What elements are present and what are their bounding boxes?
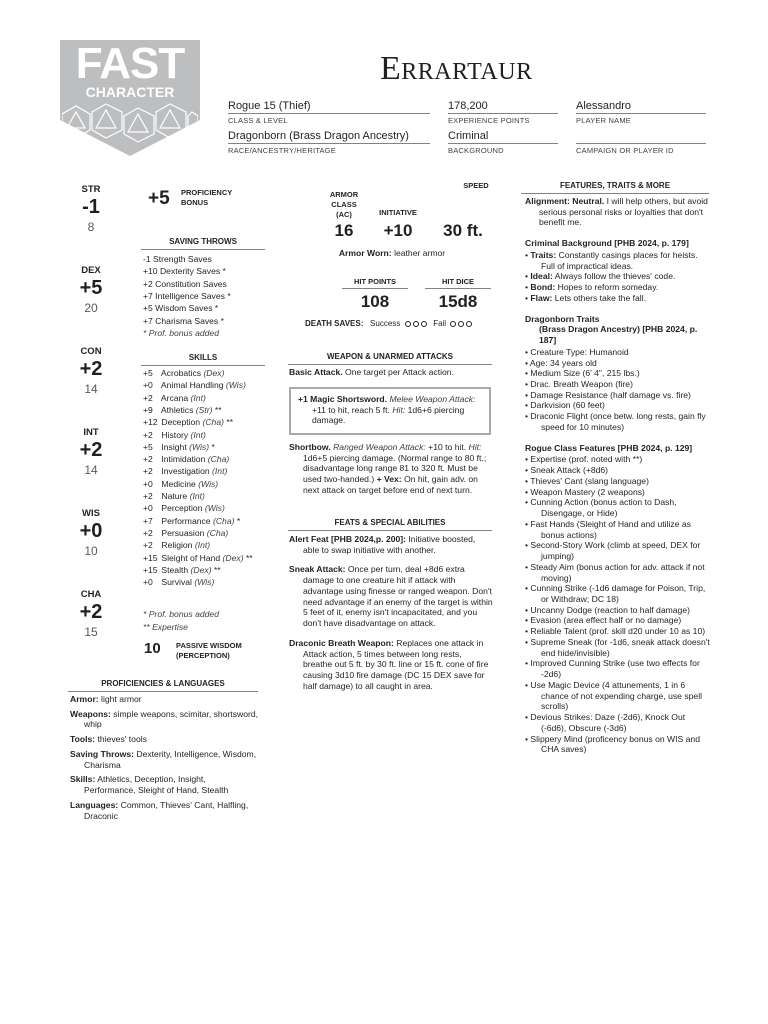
proficiency-bonus-value: +5 — [148, 188, 170, 209]
proficiency-label-line1: PROFICIENCY — [181, 188, 233, 197]
skill-name: Survival — [161, 577, 192, 588]
player-label: PLAYER NAME — [576, 116, 631, 125]
skill-mark: ** — [245, 552, 253, 563]
proficiency-item-saves: Saving Throws: Dexterity, Intelligence, Wisdom, Charisma — [70, 748, 257, 770]
proficiencies-list — [70, 694, 258, 825]
speed-value: 30 ft. — [443, 221, 483, 240]
skills-footnote-expertise: ** Expertise — [143, 622, 188, 632]
dragonborn-trait: • Darkvision (60 feet) — [525, 400, 605, 411]
skill-name: Athletics — [160, 404, 194, 415]
ability-name: CON — [80, 346, 102, 357]
class-level-label: CLASS & LEVEL — [228, 116, 288, 125]
armor-class-value: 16 — [334, 221, 354, 240]
rogue-feature: • Uncanny Dodge (reaction to half damage) — [525, 604, 690, 615]
skill-ability: (Cha) — [202, 417, 224, 428]
proficiency-item-weapons: Weapons: simple weapons, scimitar, shortsword, whip — [70, 708, 259, 730]
skill-ability: (Dex) — [190, 564, 212, 575]
death-saves-fail-label: Fail — [433, 319, 447, 328]
class-level-field — [228, 100, 430, 125]
death-saves — [305, 319, 472, 329]
criminal-background-title: Criminal Background [PHB 2024, p. 179] — [525, 238, 689, 249]
hit-points-value: 108 — [360, 292, 390, 311]
skill-ability: (Wis) — [189, 441, 210, 452]
background-field — [448, 130, 558, 155]
ability-score: 20 — [84, 300, 98, 315]
ability-modifier: -1 — [82, 195, 100, 218]
ac-label-line3: (AC) — [336, 209, 352, 219]
campaign-value — [576, 130, 706, 144]
skill-modifier: +0 — [143, 478, 153, 489]
saving-throw-line: +7 Charisma Saves * — [143, 315, 224, 326]
rogue-feature: • Cunning Strike (-1d6 damage for Poison, Trip, or Withdraw; DC 18) — [525, 583, 706, 604]
alignment: Alignment: Neutral. I will help others, but avoid serious personal risks or loyalties that don't benefit me. — [525, 196, 708, 228]
ability-con — [62, 346, 120, 397]
dragonborn-trait: • Age: 34 years old — [525, 357, 597, 368]
rogue-feature: • Second-Story Work (climb at speed, DEX for jumping) — [525, 540, 701, 562]
skill-ability: (Wis) — [225, 380, 246, 391]
ability-name: DEX — [81, 265, 101, 276]
skill-row — [143, 454, 229, 465]
skill-row — [143, 466, 227, 477]
skill-name: Performance — [161, 515, 211, 526]
feats-list — [289, 534, 493, 696]
rogue-feature: • Slippery Mind (proficency bonus on WIS and CHA saves) — [525, 733, 700, 755]
skill-row — [143, 380, 246, 391]
skill-mark: * — [211, 441, 215, 452]
death-saves-label: DEATH SAVES: — [305, 319, 364, 328]
logo-text-fast: FAST — [75, 39, 185, 88]
skill-name: Perception — [161, 503, 203, 514]
ability-name: INT — [83, 427, 99, 438]
dragonborn-traits-list — [525, 347, 711, 433]
ability-modifier: +2 — [79, 600, 103, 623]
ability-score: 14 — [84, 381, 98, 396]
speed-label: SPEED — [463, 181, 489, 190]
rogue-feature: • Evasion (area effect half or no damage) — [525, 615, 682, 626]
skill-row — [143, 516, 240, 527]
saving-throw-line: +7 Intelligence Saves * — [143, 291, 231, 301]
initiative-value: +10 — [383, 221, 413, 240]
skill-name: Investigation — [161, 466, 210, 477]
skill-mark: * — [236, 515, 241, 526]
skill-name: Deception — [161, 417, 201, 428]
proficiencies-title: PROFICIENCIES & LANGUAGES — [68, 679, 258, 692]
criminal-background-list — [525, 250, 711, 304]
skill-mark: ** — [214, 404, 222, 415]
campaign-label: CAMPAIGN OR PLAYER ID — [576, 146, 674, 155]
ability-score: 10 — [84, 543, 98, 558]
skill-ability: (Cha) — [206, 527, 229, 538]
skill-name: Arcana — [160, 392, 189, 403]
attacks-title: WEAPON & UNARMED ATTACKS — [288, 352, 492, 365]
shortsword-attack: +1 Magic Shortsword. Melee Weapon Attack: +11 to hit, reach 5 ft. Hit: 1d6+6 piercing damage. — [298, 394, 476, 426]
skill-row — [143, 479, 218, 490]
class-level-value: Rogue 15 (Thief) — [228, 100, 430, 114]
skill-row — [143, 430, 206, 441]
skill-modifier: +2 — [143, 540, 153, 551]
skill-ability: (Int) — [189, 491, 205, 501]
ability-dex — [62, 265, 120, 316]
ability-modifier: +0 — [79, 519, 103, 542]
dragonborn-traits-title: Dragonborn Traits — [525, 313, 600, 324]
skill-mark: ** — [213, 564, 221, 575]
feat-breath-weapon: Draconic Breath Weapon: Replaces one attack in Attack action, 5 times between long rests, breathe out 5 ft. by 30 ft. line or 15 ft. cone of fire causing 3d10 fire damage (DC 15 DEX save for half damage) to all caught in area. — [289, 637, 489, 691]
rogue-feature: • Cunning Action (bonus action to Dash, Disengage, or Hide) — [525, 497, 677, 519]
skill-name: Sleight of Hand — [161, 552, 221, 563]
death-save-fail-checkbox[interactable] — [450, 321, 456, 327]
armor-worn-label: Armor Worn: — [338, 248, 392, 258]
skill-ability: (Wis) — [198, 478, 219, 489]
saving-throw-line: +5 Wisdom Saves * — [143, 303, 219, 313]
dragonborn-traits-subtitle: (Brass Dragon Ancestry) [PHB 2024, p. 187] — [539, 324, 698, 346]
feat-sneak-attack: Sneak Attack: Once per turn, deal +8d6 extra damage to one creature hit if attack with advantage using finesse or ranged weapon. Don't need advantage if an enemy of the target is within 5 feet of it, enemy isn't incapacitated, and you don't have disadvantage on attack. — [289, 564, 493, 629]
skill-modifier: +2 — [143, 527, 153, 538]
dragonborn-trait: • Damage Resistance (half damage vs. fire) — [525, 389, 691, 400]
basic-attack-label: Basic Attack. — [289, 367, 343, 377]
skill-ability: (Wis) — [204, 503, 225, 514]
xp-field — [448, 100, 558, 125]
saving-throw-footnote: * Prof. bonus added — [143, 328, 219, 338]
rogue-feature: • Steady Aim (bonus action for adv. attack if not moving) — [525, 561, 705, 583]
skill-name: Stealth — [161, 564, 189, 575]
basic-attack-text: One target per Attack action. — [345, 367, 454, 377]
skill-name: Insight — [161, 441, 187, 452]
death-save-fail-checkbox[interactable] — [466, 321, 472, 327]
skill-modifier: +9 — [143, 404, 153, 415]
skill-row — [143, 417, 233, 428]
skills-title: SKILLS — [141, 353, 265, 366]
feats-title: FEATS & SPECIAL ABILITIES — [288, 518, 492, 531]
skill-ability: (Cha) — [207, 454, 230, 465]
dragonborn-trait: • Creature Type: Humanoid — [525, 346, 629, 357]
campaign-field — [576, 130, 706, 155]
shortsword-attack-box — [289, 387, 491, 435]
skill-row — [143, 553, 253, 564]
basic-attack — [289, 367, 491, 378]
ac-label-line2: CLASS — [331, 199, 357, 209]
hit-points-label: HIT POINTS — [342, 277, 408, 289]
armor-worn-value: leather armor — [394, 248, 446, 258]
hit-dice-value: 15d8 — [438, 292, 478, 311]
dragonborn-trait: • Medium Size (6' 4", 215 lbs.) — [525, 368, 640, 379]
criminal-trait: • Bond: Hopes to reform someday. — [525, 282, 659, 293]
passive-wisdom-label — [176, 641, 242, 661]
proficiency-item-tools: Tools: thieves' tools — [70, 734, 147, 745]
skill-name: Intimidation — [161, 454, 206, 465]
skill-name: Medicine — [161, 478, 196, 489]
skill-row — [143, 405, 222, 416]
rogue-feature: • Thieves' Cant (slang language) — [525, 475, 649, 486]
rogue-feature: • Expertise (prof. noted with **) — [525, 454, 643, 465]
skill-row — [143, 565, 221, 576]
skill-ability: (Cha) — [212, 515, 235, 526]
skill-modifier: +2 — [143, 466, 153, 477]
proficiency-item-armor: Armor: light armor — [70, 694, 142, 704]
death-saves-success-label: Success — [370, 319, 401, 328]
ability-modifier: +5 — [79, 276, 103, 299]
ability-name: CHA — [80, 589, 102, 600]
race-value: Dragonborn (Brass Dragon Ancestry) — [228, 130, 430, 144]
initiative-label: INITIATIVE — [379, 208, 417, 217]
skill-row — [143, 393, 206, 404]
shortbow-attack: Shortbow. Ranged Weapon Attack: +10 to hit. Hit: 1d6+5 piercing damage. (Normal range to 80 ft.; disadvantage long range 81 to 320 ft. Must be used two-handed.) + Vex: On hit, gain adv. on next attack on target before end of next turn. — [289, 442, 487, 495]
character-name: Errartaur — [380, 50, 533, 87]
saving-throw-line: +10 Dexterity Saves * — [143, 266, 226, 276]
rogue-feature: • Improved Cunning Strike (use two effects for -2d6) — [525, 658, 700, 680]
saving-throw-line: +2 Constitution Saves — [143, 278, 227, 289]
ability-name: STR — [81, 184, 101, 195]
feat-alert: Alert Feat [PHB 2024,p. 200]: Initiative boosted, able to swap initiative with another. — [289, 534, 476, 555]
features-content — [525, 196, 711, 755]
criminal-trait: • Flaw: Lets others take the fall. — [525, 292, 647, 303]
skill-name: Nature — [161, 491, 188, 501]
skill-modifier: +5 — [143, 441, 153, 452]
saving-throw-line: -1 Strength Saves — [143, 254, 212, 264]
skill-row — [143, 491, 205, 502]
saving-throws-title: SAVING THROWS — [141, 237, 265, 250]
rogue-feature: • Devious Strikes: Daze (-2d6), Knock Out (-6d6), Obscure (-3d6) — [525, 712, 686, 733]
death-save-fail-checkbox[interactable] — [458, 321, 464, 327]
skill-ability: (Int) — [212, 466, 228, 477]
skill-ability: (Int) — [190, 392, 206, 403]
skill-ability: (Str) — [195, 404, 213, 415]
ability-cha — [62, 589, 120, 640]
logo-text-character: CHARACTER — [85, 84, 175, 100]
passive-label-line1: PASSIVE WISDOM — [176, 641, 242, 650]
ability-str — [62, 184, 120, 235]
skill-row — [143, 442, 215, 453]
passive-label-line2: (PERCEPTION) — [176, 651, 230, 661]
dragonborn-trait: • Draconic Flight (once betw. long rests, gain fly speed for 10 minutes) — [525, 411, 706, 432]
ability-name: WIS — [82, 508, 100, 519]
skill-row — [143, 540, 210, 551]
rogue-feature: • Use Magic Device (4 attunements, 1 in 6 chance of not expending charge, use spell scrolls) — [525, 679, 703, 712]
criminal-trait: • Ideal: Always follow the thieves' code. — [525, 271, 676, 282]
ability-modifier: +2 — [79, 438, 103, 461]
skill-name: Animal Handling — [160, 380, 224, 391]
rogue-feature: • Weapon Mastery (2 weapons) — [525, 486, 645, 497]
death-save-success-checkbox[interactable] — [405, 321, 411, 327]
xp-label: EXPERIENCE POINTS — [448, 116, 530, 125]
ability-score: 14 — [84, 462, 98, 477]
dice-icon — [62, 102, 198, 152]
ability-score: 8 — [87, 219, 95, 234]
proficiency-item-skills: Skills: Athletics, Deception, Insight, Performance, Sleight of Hand, Stealth — [70, 774, 229, 796]
skill-modifier: +2 — [143, 491, 153, 501]
skill-modifier: +2 — [143, 429, 153, 440]
race-field — [228, 130, 430, 155]
skill-modifier: +0 — [143, 577, 153, 588]
dragonborn-trait: • Drac. Breath Weapon (fire) — [525, 379, 633, 390]
death-save-success-checkbox[interactable] — [421, 321, 427, 327]
ability-wis — [62, 508, 120, 559]
ability-modifier: +2 — [79, 357, 103, 380]
race-label: RACE/ANCESTRY/HERITAGE — [228, 146, 336, 155]
rogue-features-title: Rogue Class Features [PHB 2024, p. 129] — [525, 442, 693, 453]
skill-name: Persuasion — [161, 527, 205, 538]
rogue-feature: • Fast Hands (Sleight of Hand and utilize as bonus actions) — [525, 518, 691, 540]
ac-label-line1: ARMOR — [329, 190, 359, 199]
armor-class-label — [320, 190, 368, 219]
skill-name: Acrobatics — [160, 368, 202, 378]
skill-ability: (Dex) — [203, 368, 225, 378]
rogue-features-list — [525, 454, 711, 755]
criminal-trait: • Traits: Constantly casings places for heists. Full of impractical ideas. — [525, 249, 698, 271]
skill-ability: (Wis) — [194, 577, 215, 588]
skill-ability: (Dex) — [222, 552, 244, 563]
xp-value: 178,200 — [448, 100, 558, 114]
rogue-feature: • Supreme Sneak (for -1d6, sneak attack doesn't end hide/invisible) — [525, 636, 710, 658]
skill-modifier: +0 — [143, 380, 153, 391]
background-label: BACKGROUND — [448, 146, 504, 155]
rogue-feature: • Sneak Attack (+8d6) — [525, 465, 609, 476]
hit-dice-label: HIT DICE — [425, 277, 491, 289]
ability-int — [62, 427, 120, 478]
fast-character-logo — [60, 40, 200, 158]
features-title: FEATURES, TRAITS & MORE — [521, 181, 709, 194]
player-field — [576, 100, 706, 125]
armor-worn — [290, 248, 494, 259]
proficiency-item-languages: Languages: Common, Thieves' Cant, Halfling, Draconic — [70, 799, 249, 821]
proficiency-bonus-label — [181, 188, 232, 208]
death-save-success-checkbox[interactable] — [413, 321, 419, 327]
skill-name: Religion — [161, 540, 193, 551]
skill-modifier: +0 — [143, 503, 153, 514]
skill-modifier: +2 — [143, 454, 153, 465]
skill-modifier: +15 — [143, 552, 158, 563]
skill-ability: (Int) — [194, 540, 211, 551]
skill-modifier: +5 — [143, 368, 153, 378]
passive-wisdom-value: 10 — [144, 640, 161, 657]
player-value: Alessandro — [576, 100, 706, 114]
skill-name: History — [161, 429, 189, 440]
proficiency-label-line2: BONUS — [181, 198, 209, 208]
skill-ability: (Int) — [190, 429, 206, 440]
rogue-feature: • Reliable Talent (prof. skill d20 under 10 as 10) — [525, 626, 706, 637]
skill-row — [143, 503, 225, 514]
skill-modifier: +2 — [143, 392, 153, 403]
background-value: Criminal — [448, 130, 558, 144]
skill-row — [143, 577, 214, 588]
skill-modifier: +7 — [143, 515, 153, 526]
skills-footnote-prof: * Prof. bonus added — [143, 609, 219, 619]
skill-row — [143, 528, 228, 539]
ability-score: 15 — [84, 624, 98, 639]
skill-mark: ** — [226, 417, 234, 428]
skill-modifier: +15 — [143, 564, 158, 575]
skill-modifier: +12 — [143, 417, 158, 428]
skill-row — [143, 368, 224, 379]
